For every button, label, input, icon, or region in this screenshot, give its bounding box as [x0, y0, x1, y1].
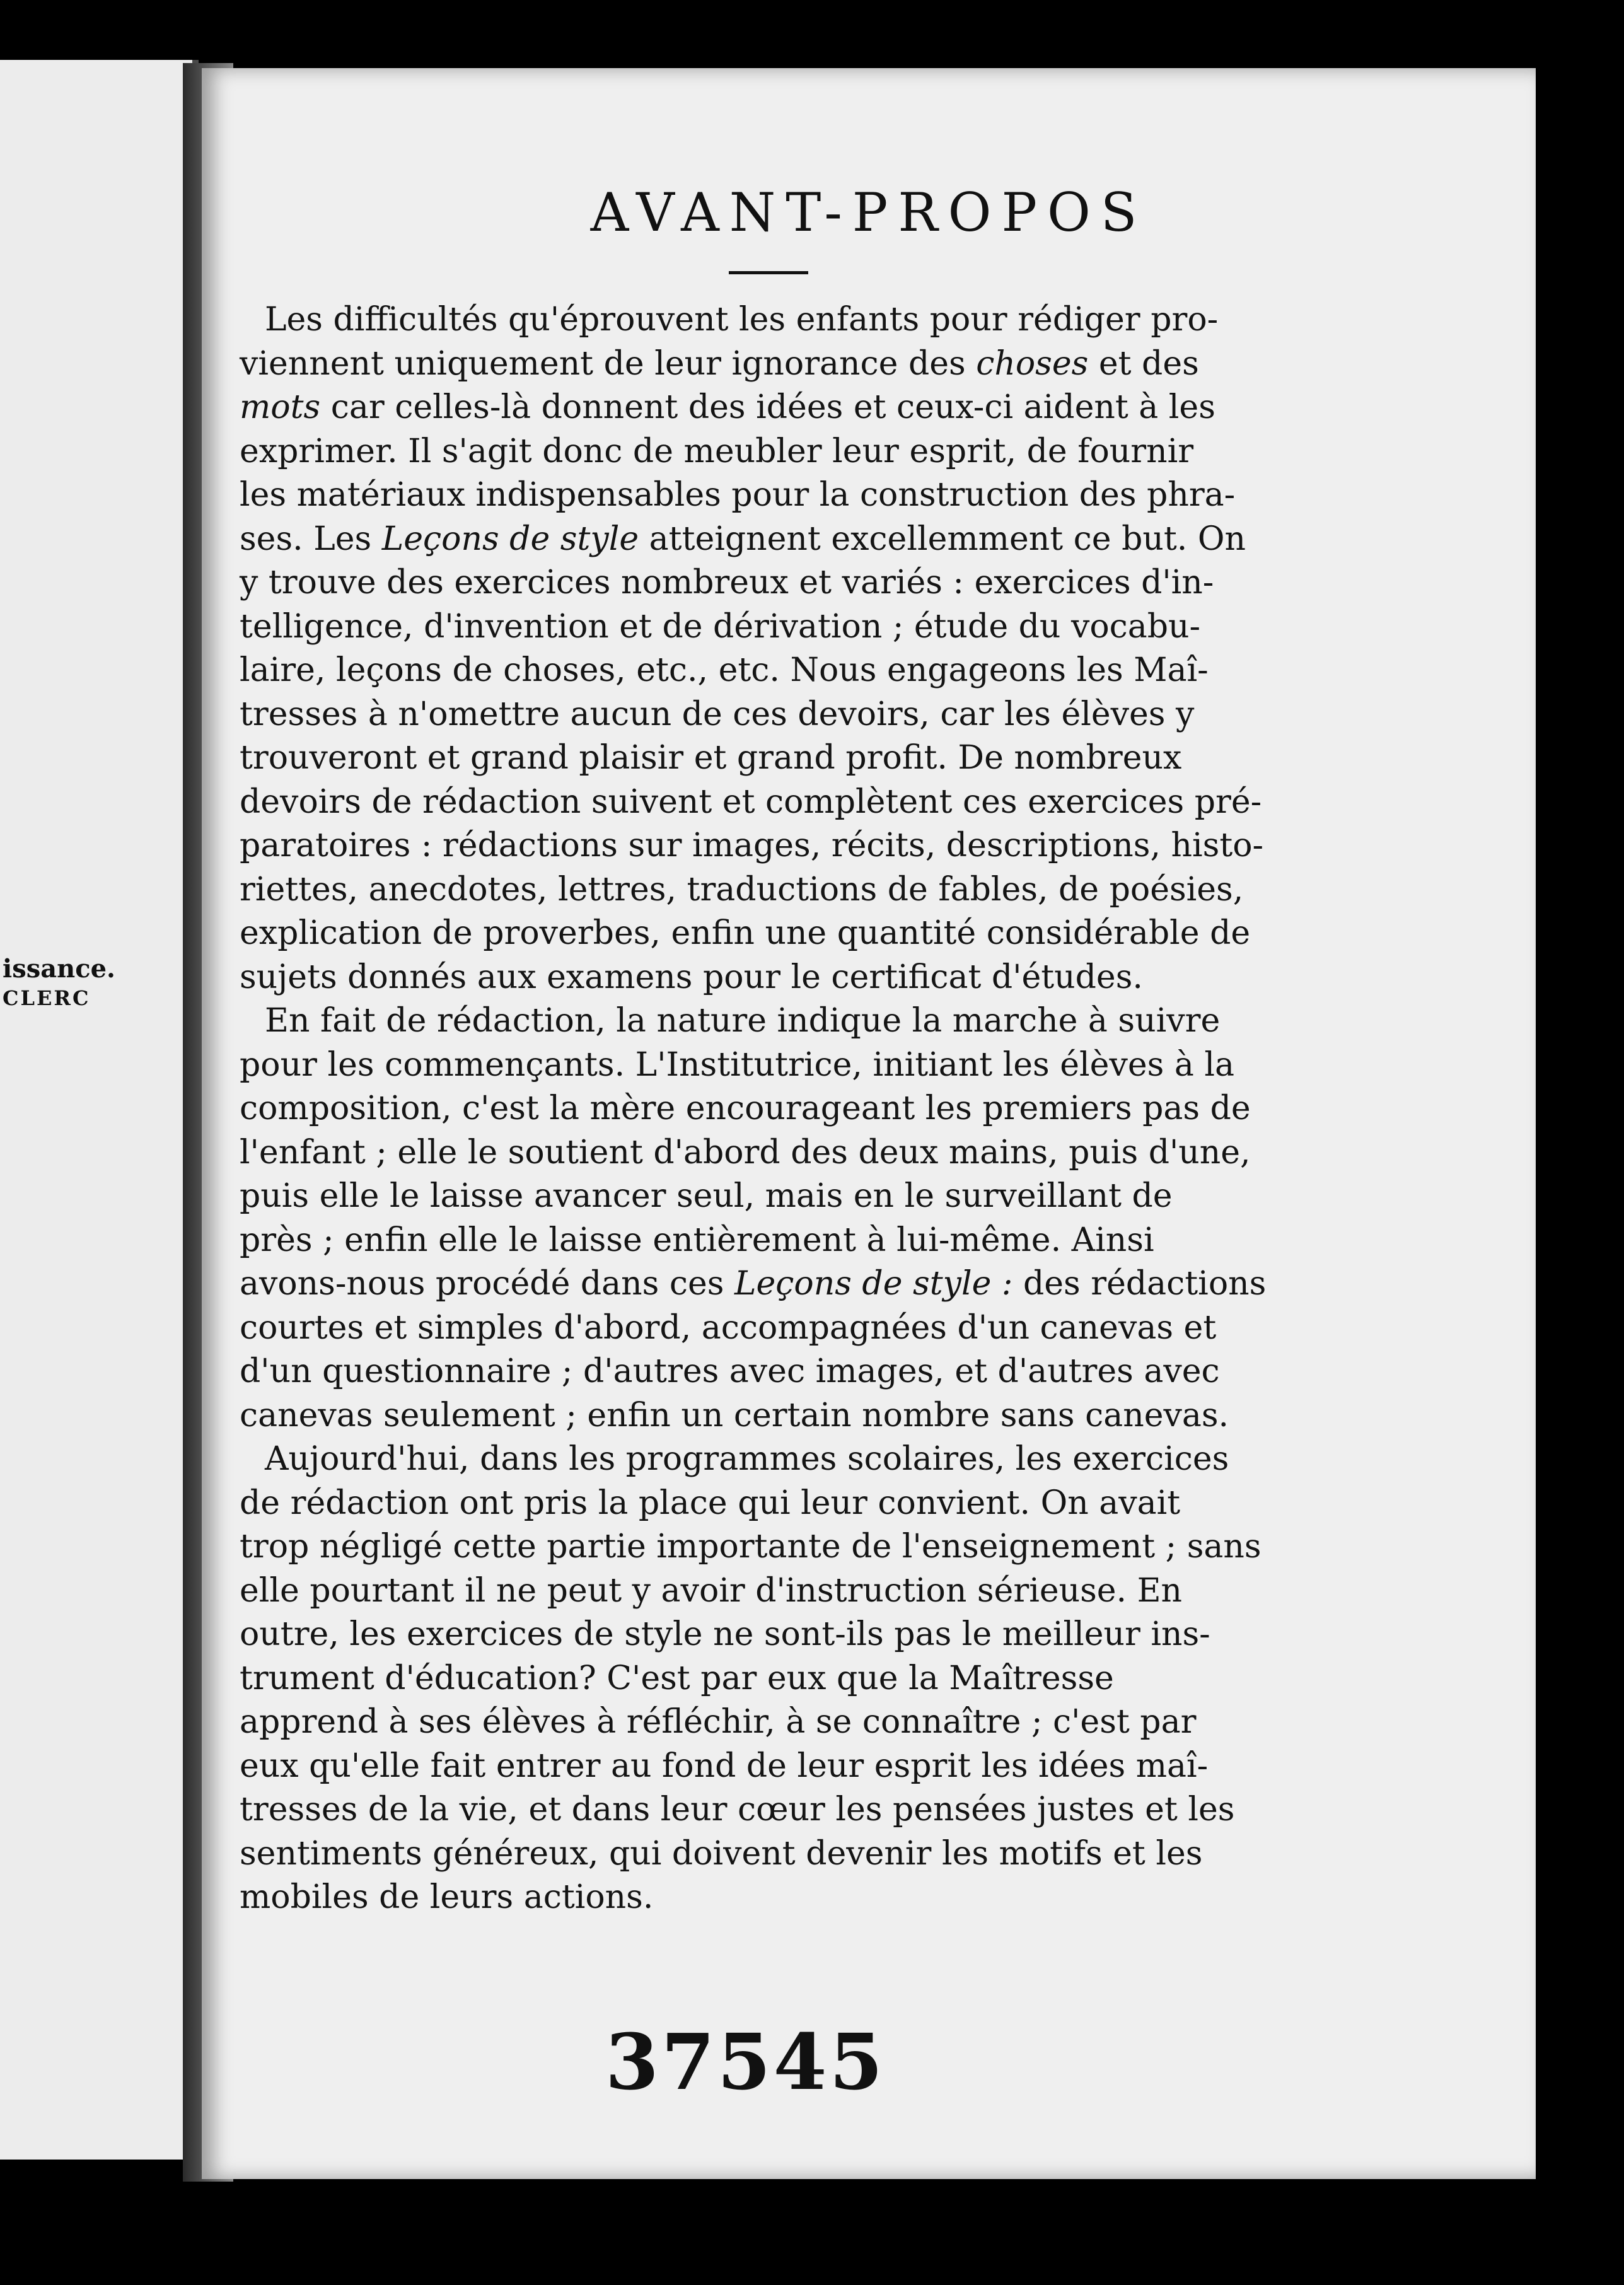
text-run: et des: [1088, 344, 1199, 383]
text-line: [240, 1657, 1217, 1701]
text-run: Aujourd'hui, dans les programmes scolaires, les exercices: [265, 1440, 1229, 1478]
text-run: les matériaux indispensables pour la construction des phra-: [240, 476, 1236, 514]
text-line: [240, 1306, 1217, 1351]
text-run: paratoires : rédactions sur images, récits, descriptions, histo-: [240, 827, 1264, 864]
text-line: [240, 1525, 1262, 1569]
text-line: [240, 1745, 1217, 1789]
text-run: avons-nous procédé dans ces: [240, 1265, 734, 1303]
text-line: [240, 298, 1217, 342]
text-line: [240, 1788, 1235, 1832]
text-line: [240, 1131, 1251, 1175]
text-run: atteignent excellemment ce but. On: [639, 520, 1246, 558]
text-line: [240, 1832, 1217, 1876]
text-line: [240, 1438, 1229, 1482]
text-run: tresses à n'omettre aucun de ces devoirs, car les élèves y: [240, 695, 1195, 733]
text-run: riettes, anecdotes, lettres, traductions de fables, de poésies,: [240, 870, 1244, 909]
text-run: trouveront et grand plaisir et grand profit. De nombreux: [240, 739, 1182, 777]
text-run: sujets donnés aux examens pour le certificat d'études.: [240, 958, 1143, 996]
text-run: pour les commençants. L'Institutrice, initiant les élèves à la: [240, 1045, 1234, 1084]
text-run: outre, les exercices de style ne sont-ils pas le meilleur ins-: [240, 1615, 1210, 1653]
text-line: [240, 1262, 1267, 1306]
text-run: devoirs de rédaction suivent et complètent ces exercices pré-: [240, 782, 1262, 821]
text-run: l'enfant ; elle le soutient d'abord des deux mains, puis d'une,: [240, 1133, 1251, 1172]
text-run: viennent uniquement de leur ignorance des: [240, 344, 977, 383]
page-number: 37545: [605, 2016, 886, 2107]
text-line: [240, 868, 1244, 912]
text-line: [240, 1350, 1220, 1394]
text-run: mobiles de leurs actions.: [240, 1878, 654, 1916]
text-line: [240, 1087, 1251, 1131]
title-divider: [729, 271, 808, 274]
text-run: de rédaction ont pris la place qui leur convient. On avait: [240, 1484, 1181, 1522]
text-run: sentiments généreux, qui doivent devenir les motifs et les: [240, 1834, 1203, 1873]
text-line: [240, 1482, 1217, 1526]
text-line: [240, 912, 1251, 956]
text-line: [240, 1219, 1217, 1263]
text-line: [240, 1876, 1217, 1920]
text-run: trument d'éducation? C'est par eux que la Maîtresse: [240, 1659, 1114, 1697]
text-run: des rédactions: [1012, 1265, 1267, 1303]
text-run: car celles-là donnent des idées et ceux-ci aident à les: [320, 388, 1215, 426]
text-run: eux qu'elle fait entrer au fond de leur esprit les idées maî-: [240, 1747, 1209, 1785]
text-line: [240, 736, 1217, 781]
italic-text: Leçons de style :: [734, 1265, 1013, 1303]
body-text: [240, 298, 1267, 1920]
text-line: [240, 1044, 1234, 1088]
text-line: [240, 430, 1217, 474]
text-run: près ; enfin elle le laisse entièrement à lui-même. Ainsi: [240, 1221, 1154, 1259]
right-page: [202, 68, 1536, 2179]
text-line: [240, 824, 1264, 868]
text-line: [240, 1175, 1217, 1219]
text-line: [240, 518, 1246, 562]
text-run: telligence, d'invention et de dérivation ; étude du vocabu-: [240, 607, 1201, 646]
text-run: y trouve des exercices nombreux et variés : exercices d'in-: [240, 564, 1214, 602]
text-line: [240, 649, 1217, 693]
text-run: tresses de la vie, et dans leur cœur les pensées justes et les: [240, 1791, 1235, 1829]
text-line: [240, 1613, 1217, 1657]
text-line: [240, 605, 1217, 649]
text-run: Les difficultés qu'éprouvent les enfants pour rédiger pro-: [265, 301, 1219, 339]
text-run: exprimer. Il s'agit donc de meubler leur esprit, de fournir: [240, 432, 1194, 470]
text-run: composition, c'est la mère encourageant les premiers pas de: [240, 1090, 1251, 1127]
italic-text: Leçons de style: [381, 520, 639, 558]
left-fragment-line-2: CLERC: [3, 986, 91, 1010]
text-run: puis elle le laisse avancer seul, mais en le surveillant de: [240, 1177, 1173, 1215]
italic-text: mots: [240, 388, 321, 426]
text-run: canevas seulement ; enfin un certain nombre sans canevas.: [240, 1396, 1229, 1434]
text-run: ses. Les: [240, 520, 382, 558]
text-line: [240, 561, 1217, 605]
text-line: [240, 474, 1236, 518]
text-line: [240, 1569, 1217, 1613]
text-run: elle pourtant il ne peut y avoir d'instruction sérieuse. En: [240, 1571, 1183, 1610]
text-line: [240, 956, 1217, 1000]
text-run: En fait de rédaction, la nature indique la marche à suivre: [265, 1002, 1221, 1040]
text-run: trop négligé cette partie importante de l'enseignement ; sans: [240, 1528, 1262, 1566]
left-page-fragment: [3, 954, 116, 1012]
left-fragment-line-1: issance.: [3, 954, 115, 984]
italic-text: choses: [976, 344, 1089, 383]
page-title: AVANT-PROPOS: [590, 182, 1147, 243]
text-line: [240, 1394, 1229, 1438]
text-run: apprend à ses élèves à réfléchir, à se connaître ; c'est par: [240, 1703, 1197, 1741]
text-run: courtes et simples d'abord, accompagnées d'un canevas et: [240, 1308, 1217, 1347]
text-line: [240, 342, 1217, 387]
text-line: [240, 999, 1221, 1044]
text-run: explication de proverbes, enfin une quantité considérable de: [240, 914, 1251, 952]
left-page: [0, 60, 199, 2160]
text-line: [240, 386, 1217, 430]
text-run: d'un questionnaire ; d'autres avec images, et d'autres avec: [240, 1352, 1220, 1390]
text-line: [240, 1701, 1217, 1745]
text-line: [240, 693, 1217, 737]
text-line: [240, 781, 1262, 825]
text-run: laire, leçons de choses, etc., etc. Nous engageons les Maî-: [240, 651, 1209, 689]
